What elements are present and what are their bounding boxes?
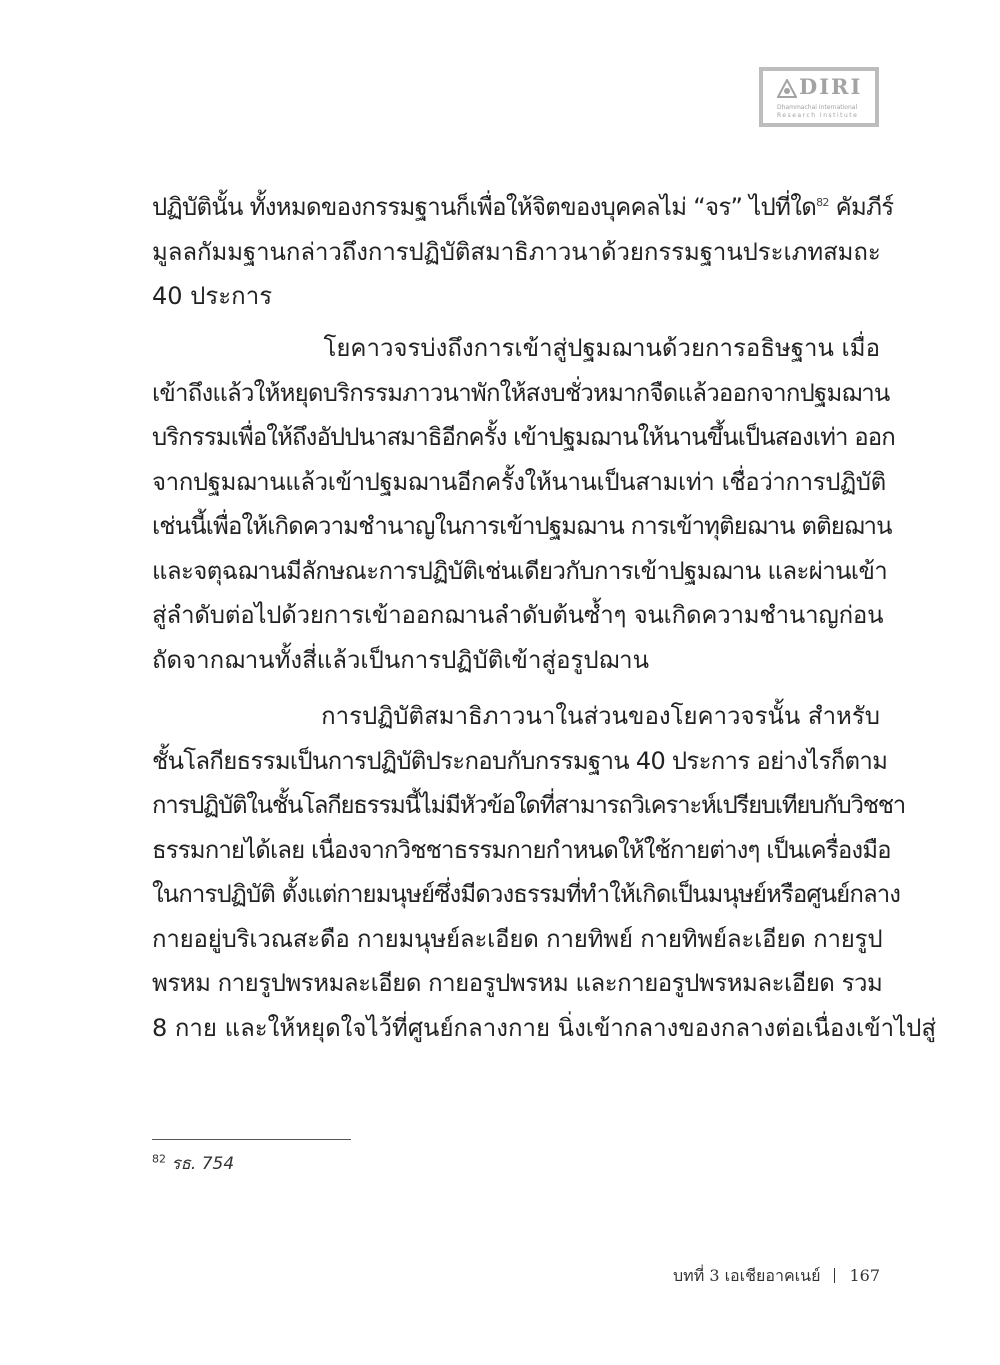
paragraph-line: จากปฐมฌานแล้วเข้าปฐมฌานอีกครั้งให้นานเป็นสามเท่า เชื่อว่าการปฏิบัติ bbox=[152, 467, 886, 496]
paragraph-line: 40 ประการ bbox=[152, 282, 273, 310]
footnote-ref[interactable]: 82 bbox=[816, 196, 829, 209]
paragraph-line: พรหม กายรูปพรหมละเอียด กายอรูปพรหม และกายอรูปพรหมละเอียด รวม bbox=[152, 969, 883, 997]
paragraph-line: ถัดจากฌานทั้งสี่แล้วเป็นการปฏิบัติเข้าสู่อรูปฌาน bbox=[152, 645, 649, 674]
chapter-title: บทที่ 3 เอเชียอาคเนย์ bbox=[672, 1266, 821, 1285]
paragraph-1 bbox=[152, 185, 894, 319]
logo-subtitle-1: Dhammachai International bbox=[777, 104, 858, 111]
logo-subtitle-2: Research Institute bbox=[777, 112, 859, 119]
diri-emblem-icon bbox=[777, 79, 797, 99]
footnote bbox=[152, 1151, 234, 1177]
paragraph-line: ปฏิบัตินั้น ทั้งหมดของกรรมฐานก็เพื่อให้จิตของบุคคลไม่ “จร” ไปที่ใด$^{82}$ คัมภีร์ bbox=[152, 193, 894, 221]
paragraph-line: และจตุฉฌานมีลักษณะการปฏิบัติเช่นเดียวกับการเข้าปฐมฌาน และผ่านเข้า bbox=[152, 556, 888, 585]
paragraph-line: ในการปฏิบัติ ตั้งแต่กายมนุษย์ซึ่งมีดวงธรรมที่ทำให้เกิดเป็นมนุษย์หรือศูนย์กลาง bbox=[152, 880, 901, 908]
footnote-number: 82 bbox=[152, 1152, 166, 1166]
paragraph-line: การปฏิบัติสมาธิภาวนาในส่วนของโยคาวจรนั้น สำหรับ bbox=[321, 702, 880, 730]
paragraph-line: 8 กาย และให้หยุดใจไว้ที่ศูนย์กลางกาย นิ่งเข้ากลางของกลางต่อเนื่องเข้าไปสู่ bbox=[152, 1013, 937, 1042]
paragraph-line: โยคาวจรบ่งถึงการเข้าสู่ปฐมฌานด้วยการอธิษฐาน เมื่อ bbox=[323, 334, 880, 362]
paragraph-line: บริกรรมเพื่อให้ถึงอัปปนาสมาธิอีกครั้ง เข้าปฐมฌานให้นานขึ้นเป็นสองเท่า ออก bbox=[152, 423, 895, 451]
page-footer bbox=[673, 1264, 880, 1289]
paragraph-line: กายอยู่บริเวณสะดือ กายมนุษย์ละเอียด กายทิพย์ กายทิพย์ละเอียด กายรูป bbox=[152, 924, 883, 953]
paragraph-line: ธรรมกายได้เลย เนื่องจากวิชชาธรรมกายกำหนดให้ใช้กายต่างๆ เป็นเครื่องมือ bbox=[152, 835, 891, 864]
logo-wordmark: DIRI bbox=[799, 74, 863, 99]
footnote-text: รธ. 754 bbox=[171, 1154, 235, 1174]
footer-separator bbox=[834, 1268, 835, 1283]
paragraph-line: ชั้นโลกียธรรมเป็นการปฏิบัติประกอบกับกรรมฐาน 40 ประการ อย่างไรก็ตาม bbox=[152, 746, 888, 775]
paragraph-line: สู่ลำดับต่อไปด้วยการเข้าออกฌานลำดับต้นซ้ำๆ จนเกิดความชำนาญก่อน bbox=[152, 601, 884, 629]
paragraph-3 bbox=[152, 694, 937, 1050]
paragraph-line: การปฏิบัติในชั้นโลกียธรรมนี้ไม่มีหัวข้อใดที่สามารถวิเคราะห์เปรียบเทียบกับวิชชา bbox=[152, 791, 906, 819]
page-number: 167 bbox=[849, 1266, 880, 1285]
paragraph-line: มูลลกัมมฐานกล่าวถึงการปฏิบัติสมาธิภาวนาด้วยกรรมฐานประเภทสมถะ bbox=[152, 237, 881, 266]
paragraph-line: เช่นนี้เพื่อให้เกิดความชำนาญในการเข้าปฐมฌาน การเข้าทุติยฌาน ตติยฌาน bbox=[152, 512, 892, 540]
paragraph-2 bbox=[152, 326, 895, 682]
paragraph-line: เข้าถึงแล้วให้หยุดบริกรรมภาวนาพักให้สงบชั่วหมากจืดแล้วออกจากปฐมฌาน bbox=[152, 378, 890, 407]
diri-logo bbox=[759, 67, 879, 127]
footnote-divider bbox=[152, 1139, 351, 1140]
